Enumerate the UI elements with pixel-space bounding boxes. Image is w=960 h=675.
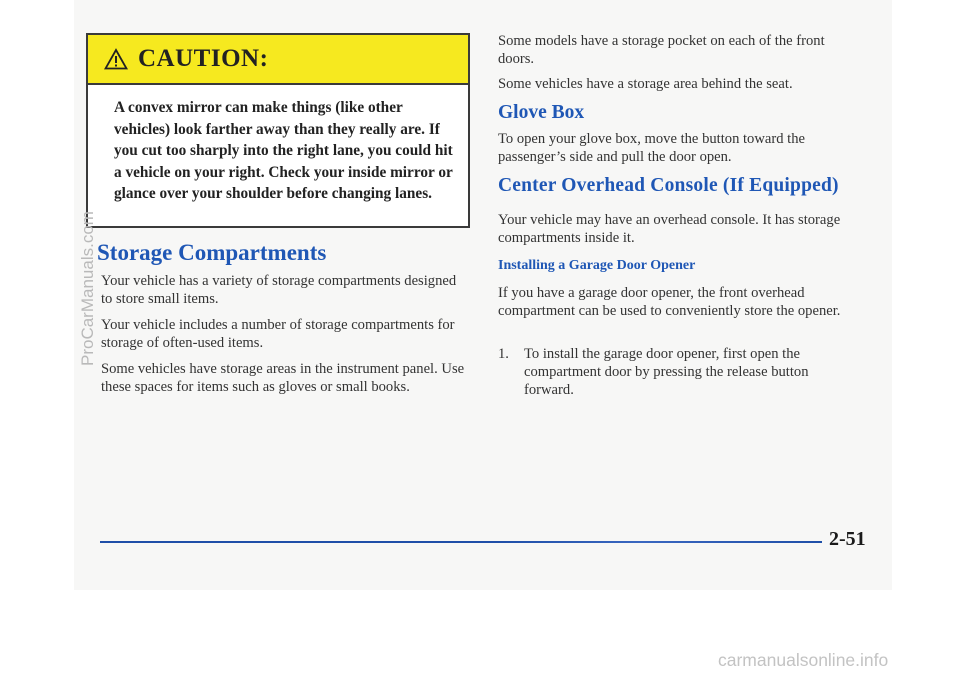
- glove-box-paragraph: To open your glove box, move the button toward the passenger’s side and pull the door open.: [498, 131, 806, 165]
- overhead-console-paragraph: Your vehicle may have an overhead console. It has storage compartments inside it.: [498, 212, 841, 246]
- storage-compartments-heading: Storage Compartments: [97, 240, 327, 265]
- behind-seat-paragraph: Some vehicles have a storage area behind the seat.: [498, 76, 793, 92]
- caution-header: [88, 35, 468, 85]
- bottom-watermark: carmanualsonline.info: [718, 650, 889, 670]
- storage-paragraph-1: Your vehicle has a variety of storage compartments designed to store small items.: [101, 273, 457, 307]
- footer-rule: [100, 541, 822, 543]
- list-item-number: 1.: [498, 346, 509, 362]
- caution-title: CAUTION:: [138, 45, 269, 72]
- warning-triangle-icon: [104, 48, 128, 70]
- side-watermark: ProCarManuals.com: [78, 211, 97, 366]
- storage-paragraph-3: Some vehicles have storage areas in the instrument panel. Use these spaces for items such as gloves or small books.: [101, 361, 465, 395]
- list-item-text: To install the garage door opener, first open the compartment door by pressing the release button forward.: [524, 346, 809, 398]
- page-number: 2-51: [829, 528, 866, 550]
- glove-box-heading: Glove Box: [498, 102, 585, 123]
- garage-door-opener-subheading: Installing a Garage Door Opener: [498, 258, 696, 273]
- door-pocket-paragraph: Some models have a storage pocket on each of the front doors.: [498, 33, 825, 67]
- overhead-console-heading: Center Overhead Console (If Equipped): [498, 175, 839, 196]
- storage-paragraph-2: Your vehicle includes a number of storage compartments for storage of often-used items.: [101, 317, 455, 351]
- garage-door-opener-paragraph: If you have a garage door opener, the front overhead compartment can be used to conveniently store the opener.: [498, 285, 841, 319]
- caution-box: [86, 33, 470, 228]
- caution-text: A convex mirror can make things (like other vehicles) look farther away than they really are. If you cut too sharply into the right lane, you could hit a vehicle on your right. Check your inside mirror or glance over your shoulder before changing lanes.: [114, 99, 453, 202]
